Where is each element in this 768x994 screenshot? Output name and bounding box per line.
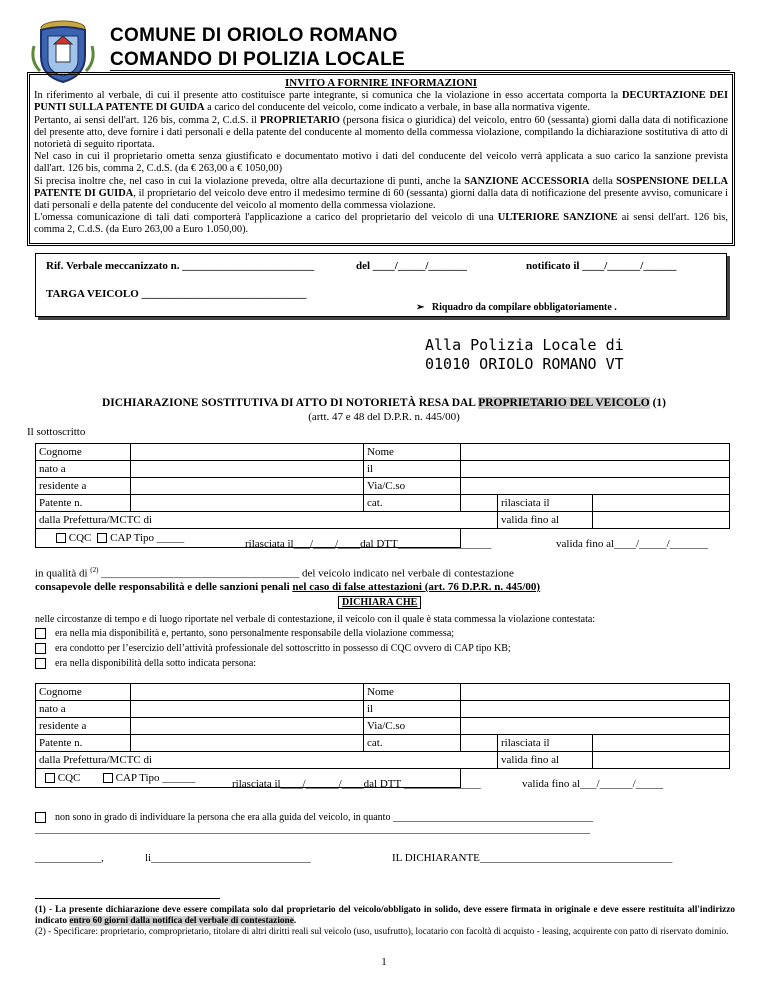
option-3[interactable]: era nella disponibilità della sotto indicata persona: bbox=[35, 658, 256, 669]
driver-patente-label: Patente n. bbox=[36, 735, 131, 752]
patente-label: Patente n. bbox=[36, 495, 131, 512]
driver-il-label: il bbox=[364, 701, 461, 718]
prefettura-label: dalla Prefettura/MCTC di bbox=[36, 512, 498, 529]
driver-cognome-input[interactable] bbox=[131, 684, 364, 701]
driver-nato-a-label: nato a bbox=[36, 701, 131, 718]
arrow-icon: ➢ bbox=[416, 302, 425, 313]
nato-a-label: nato a bbox=[36, 461, 131, 478]
footnote-2: (2) - Specificare: proprietario, comproprietario, titolare di altri diritti reali sul veicolo (uso, usufrutto), locatario con facoltà di acquisto - leasing, acquirente con patto di riservato dominio. bbox=[35, 927, 729, 937]
verbale-date-field[interactable]: del ____/_____/_______ bbox=[356, 260, 467, 272]
municipality-name: COMUNE DI ORIOLO ROMANO bbox=[110, 25, 398, 46]
cognome-label: Cognome bbox=[36, 444, 131, 461]
driver-valida-label: valida fino al bbox=[498, 752, 593, 769]
il-input[interactable] bbox=[461, 461, 730, 478]
department-name: COMANDO DI POLIZIA LOCALE bbox=[110, 49, 405, 70]
cat-input[interactable] bbox=[461, 495, 498, 512]
driver-cat-input[interactable] bbox=[461, 735, 498, 752]
rilasciata-input[interactable] bbox=[593, 495, 730, 512]
driver-data-table bbox=[35, 683, 730, 788]
reason-line[interactable]: _______________________________________________________________________________________________________________ bbox=[35, 824, 590, 835]
option-3-checkbox[interactable] bbox=[35, 658, 46, 669]
valida-input[interactable] bbox=[593, 512, 730, 529]
info-paragraph-3: Nel caso in cui il proprietario ometta senza giustificato e documentato motivo i dati del conducente del veicolo verrà applicata a suo carico la sanzione prevista dall'art. 126 bis, comma 2, C.d.S. (da € 263,00 a € 1050,00) bbox=[34, 151, 728, 175]
cqc-checkbox-1[interactable] bbox=[56, 533, 66, 543]
option-1-checkbox[interactable] bbox=[35, 628, 46, 639]
driver-nome-label: Nome bbox=[364, 684, 461, 701]
driver-residente-input[interactable] bbox=[131, 718, 364, 735]
awareness-line: consapevole delle responsabilità e delle sanzioni penali nel caso di false attestazioni (art. 76 D.P.R. n. 445/00) bbox=[35, 581, 541, 593]
cqc-row-1: CQC CAP Tipo _____ bbox=[36, 529, 461, 548]
info-paragraph-1: In riferimento al verbale, di cui il presente atto costituisce parte integrante, si comunica che la violazione in esso accertata comporta la DECURTAZIONE DEI PUNTI SULLA PATENTE DI GUIDA a carico del conducente del veicolo, come indicato a verbale, in base alla normativa vigente. bbox=[34, 90, 728, 114]
cqc1-valid-field[interactable]: valida fino al____/_____/_______ bbox=[556, 538, 709, 550]
driver-patente-input[interactable] bbox=[131, 735, 364, 752]
option-1[interactable]: era nella mia disponibilità e, pertanto, sono personalmente responsabile della violazione commessa; bbox=[35, 628, 454, 639]
mandatory-note: ➢ Riquadro da compilare obbligatoriamente . bbox=[416, 302, 617, 313]
cqc2-issued-field[interactable]: rilasciata il____/______/____dal DTT ______________ bbox=[232, 778, 481, 790]
cqc1-issued-field[interactable]: rilasciata il___/____/____dal DTT_________________ bbox=[245, 538, 492, 550]
rilasciata-label: rilasciata il bbox=[498, 495, 593, 512]
undersigned-label: Il sottoscritto bbox=[27, 426, 86, 438]
via-label: Via/C.so bbox=[364, 478, 461, 495]
option-unknown-driver[interactable]: non sono in grado di individuare la persona che era alla guida del veicolo, in quanto ________________________________________ bbox=[35, 812, 593, 823]
driver-valida-input[interactable] bbox=[593, 752, 730, 769]
owner-data-table bbox=[35, 443, 730, 548]
valida-label: valida fino al bbox=[498, 512, 593, 529]
cognome-input[interactable] bbox=[131, 444, 364, 461]
driver-rilasciata-input[interactable] bbox=[593, 735, 730, 752]
info-paragraph-4: Si precisa inoltre che, nel caso in cui la violazione preveda, oltre alla decurtazione di punti, anche la SANZIONE ACCESSORIA della SOSPENSIONE DELLA PATENTE DI GUIDA, il proprietario del veicolo deve entro il medesimo termine di 60 (sessanta) giorni dalla data di notificazione del presente avviso, comunicare i dati personali e della patente del conducente del veicolo al momento della commessa violazione. bbox=[34, 175, 728, 212]
recipient-address bbox=[425, 336, 624, 374]
nato-a-input[interactable] bbox=[131, 461, 364, 478]
footnote-1: (1) - La presente dichiarazione deve essere compilata solo dal proprietario del veicolo/obbligato in solido, deve essere firmata in originale e deve essere restituita all'indirizzo indicato entro 60 giorni dalla notifica del verbale di contestazione. bbox=[35, 905, 735, 926]
cqc-checkbox-2[interactable] bbox=[45, 773, 55, 783]
verbale-number-field[interactable]: Rif. Verbale meccanizzato n. ________________________ bbox=[46, 260, 315, 272]
declaration-subtitle: (artt. 47 e 48 del D.P.R. n. 445/00) bbox=[308, 411, 460, 423]
driver-via-input[interactable] bbox=[461, 718, 730, 735]
page-number: 1 bbox=[381, 956, 387, 968]
driver-nome-input[interactable] bbox=[461, 684, 730, 701]
residente-input[interactable] bbox=[131, 478, 364, 495]
cap-checkbox-1[interactable] bbox=[97, 533, 107, 543]
footnote-divider bbox=[35, 898, 220, 899]
recipient-line-2: 01010 ORIOLO ROMANO VT bbox=[425, 355, 624, 373]
signature-date[interactable]: li_____________________________ bbox=[145, 852, 311, 864]
cqc2-valid-field[interactable]: valida fino al___/______/_____ bbox=[522, 778, 664, 790]
header-divider bbox=[110, 70, 730, 71]
driver-rilasciata-label: rilasciata il bbox=[498, 735, 593, 752]
signature-field[interactable]: IL DICHIARANTE___________________________________ bbox=[392, 852, 673, 864]
via-input[interactable] bbox=[461, 478, 730, 495]
declaration-title: DICHIARAZIONE SOSTITUTIVA DI ATTO DI NOTORIETÀ RESA DAL PROPRIETARIO DEL VEICOLO (1) bbox=[102, 397, 666, 409]
driver-cognome-label: Cognome bbox=[36, 684, 131, 701]
nome-input[interactable] bbox=[461, 444, 730, 461]
declares-heading: DICHIARA CHE bbox=[338, 596, 421, 609]
info-request-box bbox=[27, 72, 735, 246]
vehicle-plate-field[interactable]: TARGA VEICOLO ______________________________ bbox=[46, 288, 307, 300]
cqc-row-2: CQC CAP Tipo ______ bbox=[36, 769, 461, 788]
cat-label: cat. bbox=[364, 495, 461, 512]
capacity-line: in qualità di $^{(2)}$ ____________________________________ del veicolo indicato nel verbale di contestazione bbox=[35, 566, 514, 580]
signature-place[interactable]: ____________, bbox=[35, 852, 104, 864]
il-label: il bbox=[364, 461, 461, 478]
notification-date-field[interactable]: notificato il ____/______/______ bbox=[526, 260, 677, 272]
patente-input[interactable] bbox=[131, 495, 364, 512]
driver-via-label: Via/C.so bbox=[364, 718, 461, 735]
residente-label: residente a bbox=[36, 478, 131, 495]
options-intro: nelle circostanze di tempo e di luogo riportate nel verbale di contestazione, il veicolo con il quale è stata commessa la violazione contestata: bbox=[35, 614, 596, 625]
cap-checkbox-2[interactable] bbox=[103, 773, 113, 783]
reference-box bbox=[35, 253, 727, 317]
driver-nato-a-input[interactable] bbox=[131, 701, 364, 718]
driver-cat-label: cat. bbox=[364, 735, 461, 752]
info-request-title: INVITO A FORNIRE INFORMAZIONI bbox=[284, 77, 478, 89]
option-4-checkbox[interactable] bbox=[35, 812, 46, 823]
nome-label: Nome bbox=[364, 444, 461, 461]
option-2-checkbox[interactable] bbox=[35, 643, 46, 654]
recipient-line-1: Alla Polizia Locale di bbox=[425, 336, 624, 354]
info-paragraph-2: Pertanto, ai sensi dell'art. 126 bis, comma 2, C.d.S. il PROPRIETARIO (persona fisica o giuridica) del veicolo, entro 60 (sessanta) giorni dalla data di notificazione del presente atto, deve fornire i dati personali e della patente del conducente al momento della commessa violazione, compilando la dichiarazione sostitutiva di atto di notorietà di seguito riportata. bbox=[34, 114, 728, 151]
info-paragraph-5: L'omessa comunicazione di tali dati comporterà l'applicazione a carico del proprietario del veicolo di una ULTERIORE SANZIONE ai sensi dell'art. 126 bis, comma 2, C.d.S. (da Euro 263,00 a Euro 1.050,00). bbox=[34, 212, 728, 236]
driver-residente-label: residente a bbox=[36, 718, 131, 735]
driver-il-input[interactable] bbox=[461, 701, 730, 718]
driver-prefettura-label: dalla Prefettura/MCTC di bbox=[36, 752, 498, 769]
option-2[interactable]: era condotto per l’esercizio dell’attività professionale del sottoscritto in possesso di CQC ovvero di CAP tipo KB; bbox=[35, 643, 511, 654]
